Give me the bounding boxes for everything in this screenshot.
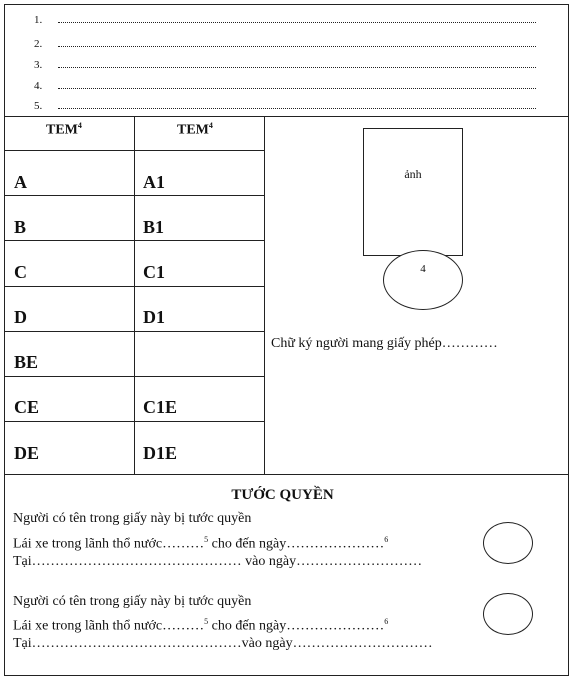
category-ce: CE — [14, 397, 40, 417]
table-column-divider — [134, 116, 135, 474]
table-header-right: TEM$^4$ — [177, 121, 213, 138]
category-c1: C1 — [143, 262, 165, 282]
footnote-ref: 5 — [204, 535, 209, 544]
line-number: 3. — [34, 59, 43, 71]
footnote-ref: 6 — [384, 617, 389, 626]
photo-box — [363, 128, 463, 256]
numbered-line-3 — [34, 58, 42, 72]
revocation-2-line2: Lái xe trong lãnh thổ nước………$^5$ cho đến ngày…………………$^6$ — [13, 617, 389, 634]
divider — [4, 116, 569, 117]
footnote-ref: 4 — [208, 121, 213, 130]
numbered-line-5 — [34, 99, 42, 113]
photo-label: ảnh — [404, 167, 422, 181]
category-be: BE — [14, 352, 39, 372]
category-d1: D1 — [143, 307, 165, 327]
table-header-left: TEM$^4$ — [46, 121, 82, 138]
line-number: 1. — [34, 14, 43, 26]
table-column-divider — [264, 116, 265, 474]
category-de: DE — [14, 443, 40, 463]
stamp-note: 4 — [420, 263, 426, 275]
line-number: 4. — [34, 80, 43, 92]
line-number: 5. — [34, 100, 43, 112]
footnote-ref: 4 — [77, 121, 82, 130]
revocation-1-line1: Người có tên trong giấy này bị tước quyền — [13, 511, 252, 526]
footnote-ref: 5 — [204, 617, 209, 626]
category-c1e: C1E — [143, 397, 178, 417]
category-a1: A1 — [143, 172, 165, 192]
stamp-circle — [483, 593, 533, 635]
category-c: C — [14, 262, 27, 282]
revocation-1-line2: Lái xe trong lãnh thổ nước………$^5$ cho đến ngày…………………$^6$ — [13, 535, 389, 552]
stamp-circle — [483, 522, 533, 564]
numbered-line-4 — [34, 79, 42, 93]
numbered-line-2 — [34, 37, 42, 51]
revocation-2-line3: Tại………………………………………vào ngày………………………… — [13, 636, 433, 651]
revocation-2-line1: Người có tên trong giấy này bị tước quyền — [13, 594, 252, 609]
footnote-ref: 6 — [384, 535, 389, 544]
category-d: D — [14, 307, 27, 327]
signature-line: Chữ ký người mang giấy phép………… — [271, 336, 498, 351]
revocation-1-line3: Tại……………………………………… vào ngày……………………… — [13, 554, 423, 569]
category-b1: B1 — [143, 217, 165, 237]
stamp-oval — [383, 250, 463, 310]
divider — [4, 474, 569, 475]
numbered-line-1 — [34, 13, 42, 27]
category-b: B — [14, 217, 27, 237]
revocation-title: TƯỚC QUYỀN — [231, 487, 334, 503]
category-a: A — [14, 172, 27, 192]
category-d1e: D1E — [143, 443, 178, 463]
line-number: 2. — [34, 38, 43, 50]
